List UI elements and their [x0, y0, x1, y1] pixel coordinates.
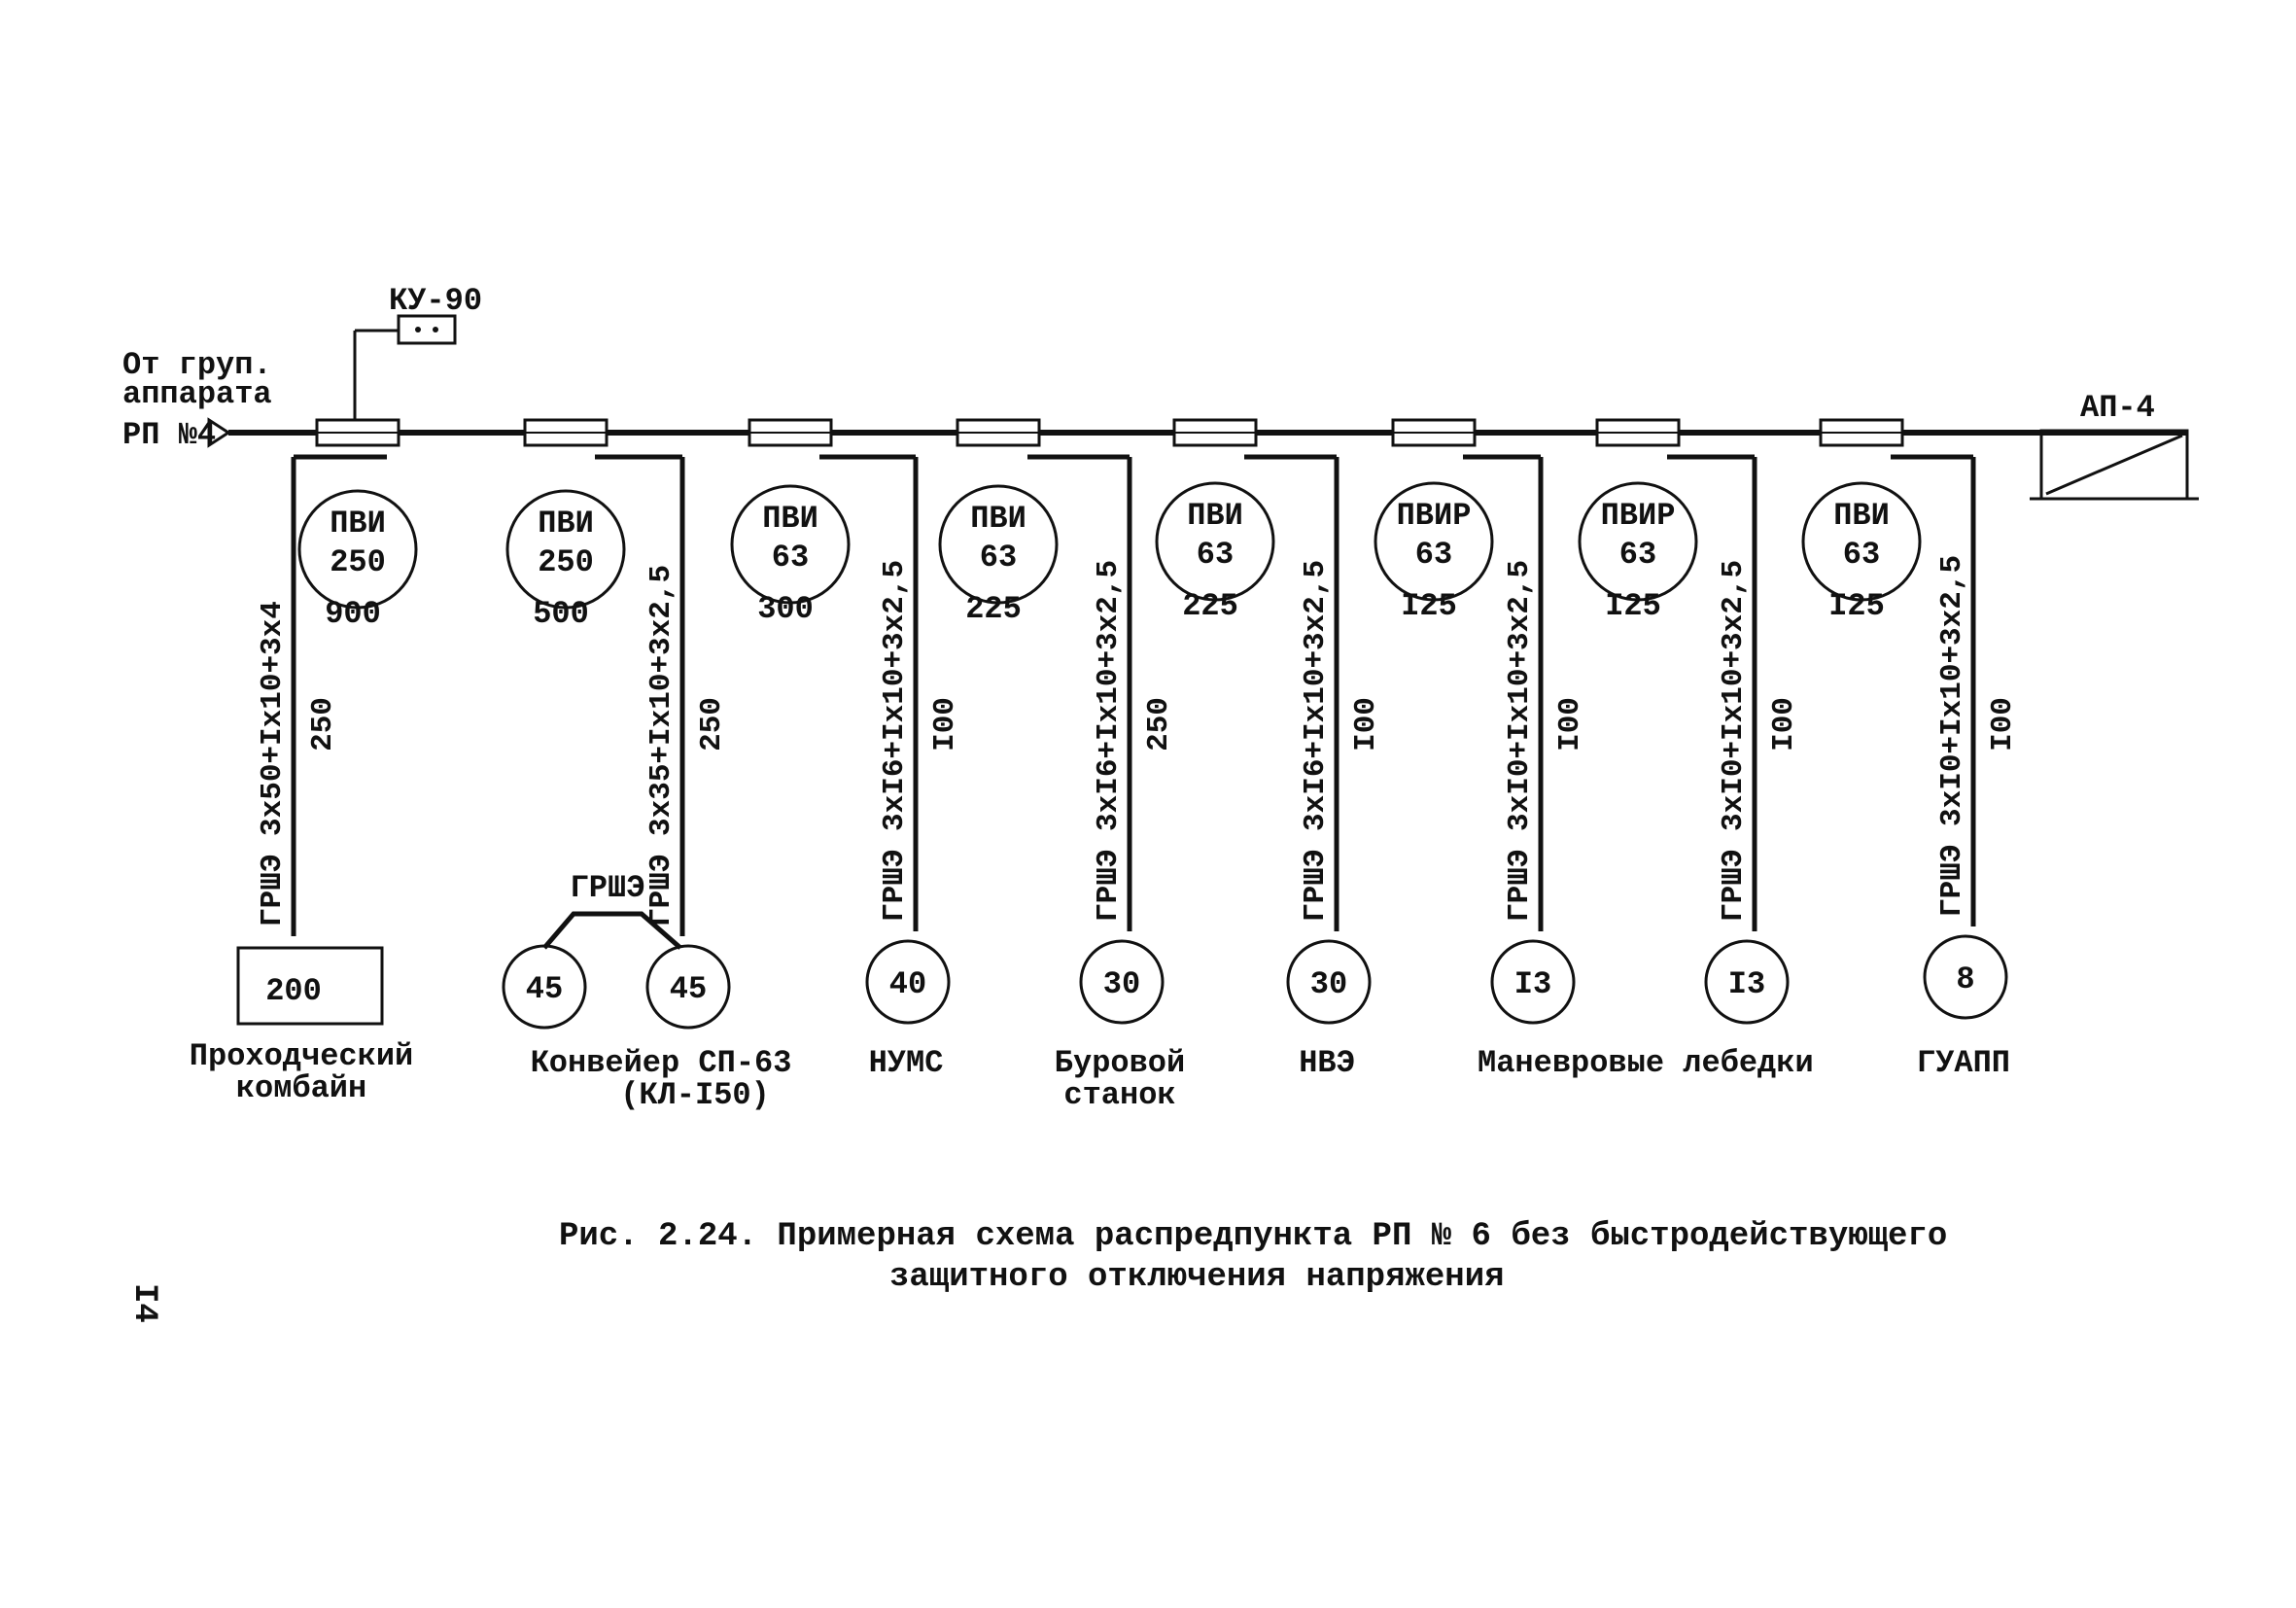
ap4-diagonal	[2046, 436, 2182, 494]
load-name: Проходческий	[189, 1038, 414, 1074]
cable-spec: ГРШЭ 3xI0+Ix10+3x2,5	[1503, 559, 1537, 922]
load-value: 45	[525, 971, 564, 1007]
shared-load-label: Маневровые лебедки	[1478, 1045, 1814, 1081]
load-value: 200	[265, 973, 322, 1009]
cable-spec: ГРШЭ 3xI6+Ix10+3x2,5	[1299, 559, 1333, 922]
starter-rating: 63	[771, 540, 810, 576]
starter-rating: 250	[538, 544, 594, 580]
load-value: 30	[1102, 966, 1141, 1002]
load-name: ГУАПП	[1916, 1045, 2011, 1081]
source-line-3: РП №4	[122, 417, 217, 453]
starter-rating: 63	[1414, 537, 1453, 573]
starter-type: ПВИ	[538, 506, 594, 542]
starter-setting: 225	[1182, 588, 1238, 624]
caption-line-1: Рис. 2.24. Примерная схема распредпункта РП № 6 без быстродействующего	[559, 1218, 1948, 1255]
starter-rating: 250	[330, 544, 386, 580]
load-value: 45	[669, 971, 708, 1007]
load-name: Буровой	[1054, 1045, 1186, 1081]
starter-type: ПВИР	[1396, 498, 1472, 534]
starter-type: ПВИ	[1187, 498, 1243, 534]
load-name: НУМС	[868, 1045, 944, 1081]
load-value: 8	[1956, 961, 1975, 997]
starter-rating: 63	[979, 540, 1018, 576]
cable-length: I00	[1553, 697, 1587, 752]
caption-line-2: защитного отключения напряжения	[889, 1259, 1505, 1296]
source-label	[122, 347, 272, 453]
cable-length: 250	[1142, 697, 1176, 752]
source-line-1: От груп.	[122, 347, 272, 383]
load-value: I3	[1513, 966, 1552, 1002]
starter-setting: I25	[1401, 588, 1457, 624]
load-name: Конвейер СП-63	[530, 1045, 792, 1081]
starter-rating: 63	[1196, 537, 1235, 573]
ku90-contact-icon	[433, 327, 438, 332]
cable-spec: ГРШЭ 3x50+Ix10+3x4	[256, 601, 290, 926]
starter-setting: 900	[325, 596, 381, 632]
starter-setting: 225	[965, 591, 1022, 627]
cable-spec: ГРШЭ 3x35+Ix10+3x2,5	[644, 564, 678, 926]
source-line-2: аппарата	[122, 376, 272, 412]
cable-length: I00	[928, 697, 962, 752]
load-name: комбайн	[235, 1070, 367, 1106]
starter-setting: I25	[1605, 588, 1661, 624]
starter-setting: I25	[1828, 588, 1885, 624]
cable-length: I00	[1986, 697, 2020, 752]
cable-spec: ГРШЭ 3xI0+Ix10+3x2,5	[1717, 559, 1751, 922]
starter-rating: 63	[1618, 537, 1657, 573]
starter-type: ПВИ	[330, 506, 386, 542]
page-number: I4	[125, 1283, 162, 1323]
starter-type: ПВИ	[970, 501, 1026, 537]
load-name: (КЛ-I50)	[620, 1077, 770, 1113]
cable-length: 250	[306, 697, 340, 752]
ku90-label: КУ-90	[389, 283, 483, 319]
cable-spec: ГРШЭ 3xI6+Ix10+3x2,5	[1092, 559, 1126, 922]
load-value: I3	[1727, 966, 1766, 1002]
cable-spec: ГРШЭ 3xI0+Ix10+3x2,5	[1935, 554, 1969, 917]
cable-spec: ГРШЭ 3xI6+Ix10+3x2,5	[878, 559, 912, 922]
starter-type: ПВИР	[1600, 498, 1676, 534]
starter-rating: 63	[1842, 537, 1881, 573]
ap4-label: АП-4	[2080, 390, 2155, 426]
starter-type: ПВИ	[762, 501, 818, 537]
ku90-contact-icon	[415, 327, 421, 332]
starter-setting: 500	[533, 596, 589, 632]
branches	[190, 420, 2020, 1113]
load-value: 30	[1309, 966, 1348, 1002]
load-name: станок	[1063, 1077, 1176, 1113]
cable-length: I00	[1349, 697, 1383, 752]
starter-type: ПВИ	[1833, 498, 1890, 534]
starter-setting: 300	[757, 591, 814, 627]
cable-length: I00	[1767, 697, 1801, 752]
cable-length: 250	[695, 697, 729, 752]
link-cable-label: ГРШЭ	[570, 870, 645, 906]
load-name: НВЭ	[1299, 1045, 1355, 1081]
load-value: 40	[888, 966, 927, 1002]
ku90-box	[399, 316, 455, 343]
